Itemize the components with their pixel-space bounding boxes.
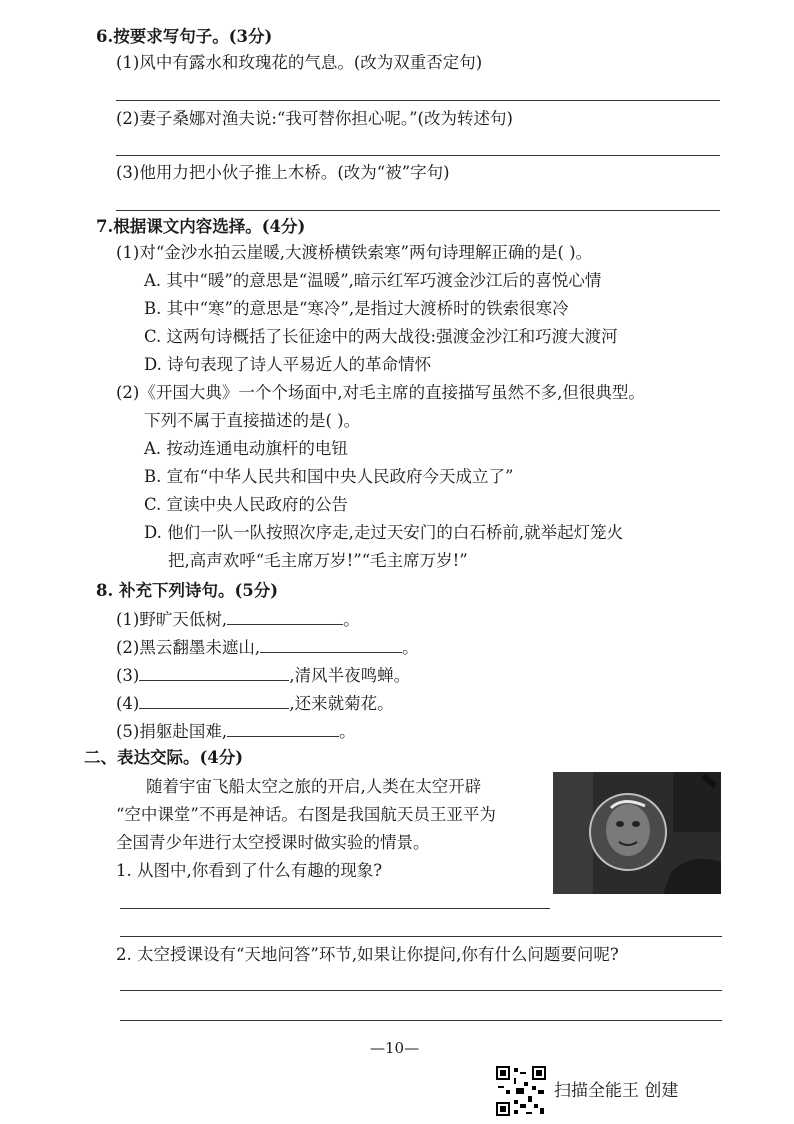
- q8-item-3-end: ,清风半夜鸣蝉。: [289, 666, 411, 685]
- fill-in-blank[interactable]: [260, 636, 402, 653]
- page-number: —10—: [370, 1039, 420, 1057]
- bleed-through-text: [600, 12, 604, 28]
- q8-item-2: [116, 636, 419, 659]
- q7-sub2-option-d-cont: 把,高声欢呼“毛主席万岁!”“毛主席万岁!”: [168, 551, 468, 570]
- section2-intro-line1: 随着宇宙飞船太空之旅的开启,人类在太空开辟: [146, 777, 482, 796]
- section2-question-2: 2. 太空授课设有“天地问答”环节,如果让你提问,你有什么问题要问呢?: [116, 945, 619, 964]
- q8-item-5: [116, 720, 356, 743]
- q7-sub2-option-c: C. 宣读中央人民政府的公告: [144, 495, 349, 514]
- answer-line: [120, 1020, 722, 1021]
- answer-line: [120, 990, 722, 991]
- q7-sub2-option-b: B. 宣布“中华人民共和国中央人民政府今天成立了”: [144, 467, 514, 486]
- q7-sub1-stem: (1)对“金沙水拍云崖暖,大渡桥横铁索寒”两句诗理解正确的是( )。: [116, 243, 593, 262]
- q8-item-4-end: ,还来就菊花。: [289, 694, 394, 713]
- q7-sub1-option-d: D. 诗句表现了诗人平易近人的革命情怀: [144, 355, 432, 374]
- astronaut-photo: [553, 772, 721, 894]
- scanner-watermark: 扫描全能王 创建: [554, 1081, 679, 1101]
- q7-sub1-option-c: C. 这两句诗概括了长征途中的两大战役:强渡金沙江和巧渡大渡河: [144, 327, 618, 346]
- q7-title: 7.根据课文内容选择。(4分): [96, 217, 306, 236]
- q8-item-2-end: 。: [402, 638, 419, 657]
- q8-item-1: [116, 608, 360, 631]
- answer-line: [120, 936, 722, 937]
- fill-in-blank[interactable]: [227, 608, 343, 625]
- q8-title: 8. 补充下列诗句。(5分): [96, 581, 279, 600]
- answer-line: [116, 100, 720, 101]
- q8-item-1-text: (1)野旷天低树,: [116, 610, 228, 629]
- fill-in-blank[interactable]: [139, 692, 289, 709]
- section2-question-1: 1. 从图中,你看到了什么有趣的现象?: [116, 861, 383, 880]
- qr-code-icon: [496, 1066, 546, 1116]
- q8-item-4-text: (4): [116, 694, 140, 713]
- q8-item-3: [116, 664, 410, 687]
- section2-intro-line3: 全国青少年进行太空授课时做实验的情景。: [116, 833, 430, 852]
- q6-title: 6.按要求写句子。(3分): [96, 27, 273, 46]
- q6-item-2: (2)妻子桑娜对渔夫说:“我可替你担心呢。”(改为转述句): [116, 109, 513, 128]
- fill-in-blank[interactable]: [139, 664, 289, 681]
- answer-line: [116, 210, 720, 211]
- q8-item-2-text: (2)黑云翻墨未遮山,: [116, 638, 261, 657]
- q8-item-3-text: (3): [116, 666, 140, 685]
- astronaut-photo-image: [553, 772, 721, 894]
- q8-item-5-text: (5)捐躯赴国难,: [116, 722, 228, 741]
- section2-title: 二、表达交际。(4分): [84, 748, 244, 767]
- q7-sub2-stem-line2: 下列不属于直接描述的是( )。: [144, 411, 361, 430]
- answer-line: [116, 155, 720, 156]
- q7-sub1-option-a: A. 其中“暖”的意思是“温暖”,暗示红军巧渡金沙江后的喜悦心情: [144, 271, 602, 290]
- q6-item-1: (1)风中有露水和玫瑰花的气息。(改为双重否定句): [116, 53, 483, 72]
- q7-sub2-option-a: A. 按动连通电动旗杆的电钮: [144, 439, 348, 458]
- q8-item-4: [116, 692, 394, 715]
- q7-sub2-option-d: D. 他们一队一队按照次序走,走过天安门的白石桥前,就举起灯笼火: [144, 523, 624, 542]
- q7-sub1-option-b: B. 其中“寒”的意思是“寒冷”,是指过大渡桥时的铁索很寒冷: [144, 299, 569, 318]
- section2-intro-line2: “空中课堂”不再是神话。右图是我国航天员王亚平为: [116, 805, 496, 824]
- q8-item-5-end: 。: [339, 722, 356, 741]
- q7-sub2-stem-line1: (2)《开国大典》一个个场面中,对毛主席的直接描写虽然不多,但很典型。: [116, 383, 645, 402]
- q8-item-1-end: 。: [343, 610, 360, 629]
- q6-item-3: (3)他用力把小伙子推上木桥。(改为“被”字句): [116, 163, 450, 182]
- answer-line: [120, 908, 550, 909]
- fill-in-blank[interactable]: [227, 720, 339, 737]
